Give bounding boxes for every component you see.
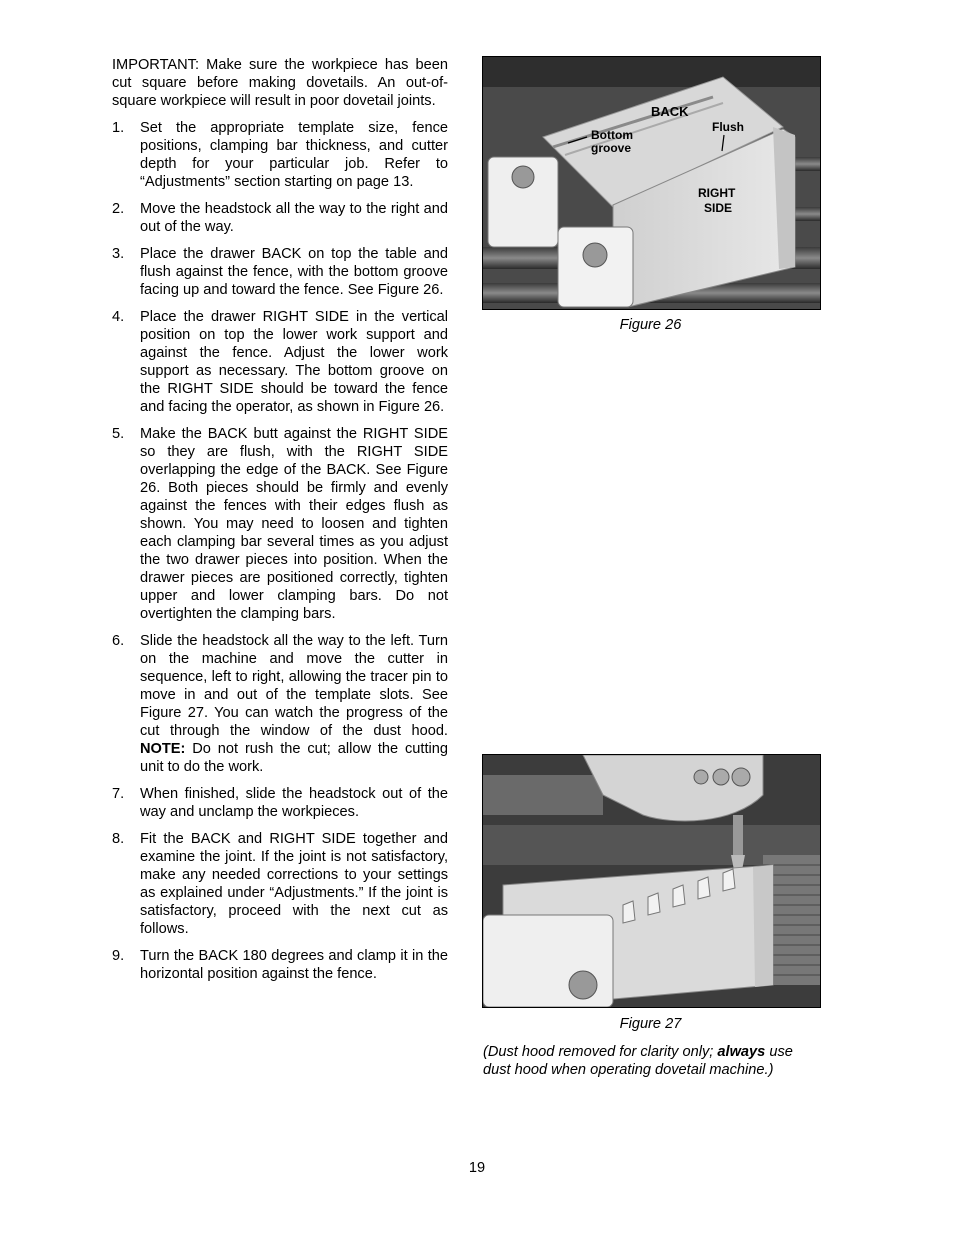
figure-26-illustration — [483, 57, 820, 309]
step-5: 5. Make the BACK butt against the RIGHT SIDE so they are flush, with the RIGHT SIDE overlapping the edge of the BACK. See Figure 26. Both pieces should be firmly and evenly against the fences with their edges flush as shown. You may need to loosen and tighten each clamping bar several times as you adjust the two drawer pieces into position. When the drawer pieces are positioned correctly, tighten upper and lower clamping bars. Do not overtighten the clamping bars. — [112, 426, 448, 622]
figure-27-caption: Figure 27 — [619, 1016, 682, 1032]
page-number: 19 — [468, 1160, 486, 1176]
step-9: 9. Turn the BACK 180 degrees and clamp it in the horizontal position against the fence. — [112, 948, 448, 982]
step-6: 6. Slide the headstock all the way to the left. Turn on the machine and move the cutter in sequence, left to right, allowing the tracer pin to move in and out of the template slots. See Figure 27. You can watch the progress of the cut through the window of the dust hood. NOTE: Do not rush the cut; allow the cutting unit to do the work. — [112, 633, 448, 775]
step-3: 3. Place the drawer BACK on top the table and flush against the fence, with the bottom groove facing up and toward the fence. See Figure 26. — [112, 246, 448, 298]
cutter-bit — [733, 815, 743, 855]
figure-27-note: (Dust hood removed for clarity only; always use dust hood when operating dovetail machine.) — [483, 1044, 793, 1078]
left-column — [112, 56, 448, 992]
figure-27-photo — [482, 754, 821, 1008]
label-bottom-groove-2: groove — [591, 141, 632, 155]
figure-26-photo — [482, 56, 821, 310]
label-flush: Flush — [712, 120, 744, 134]
figure-27-illustration — [483, 755, 820, 1007]
note-emphasis: always — [717, 1044, 766, 1060]
important-note: IMPORTANT: Make sure the workpiece has been cut square before making dovetails. An out-of-square workpiece will result in poor dovetail joints. — [112, 57, 448, 109]
step-4: 4. Place the drawer RIGHT SIDE in the vertical position on top the lower work support and against the fence. Adjust the lower work support as necessary. The bottom groove on the RIGHT SIDE should be toward the fence and facing the operator, as shown in Figure 26. — [112, 309, 448, 415]
note-label: NOTE: — [140, 741, 186, 757]
step-7: 7. When finished, slide the headstock out of the way and unclamp the workpieces. — [112, 786, 448, 820]
label-right-side-1: RIGHT — [698, 186, 736, 200]
figure-26-caption: Figure 26 — [619, 317, 682, 333]
label-right-side-2: SIDE — [704, 201, 733, 215]
label-back: BACK — [651, 104, 689, 119]
step-8: 8. Fit the BACK and RIGHT SIDE together and examine the joint. If the joint is not satisfactory, make any needed corrections to your settings as explained under “Adjustments.” If the joint is satisfactory, proceed with the next cut as follows. — [112, 831, 448, 937]
step-1: 1. Set the appropriate template size, fence positions, clamping bar thickness, and cutter depth for your particular job. Refer to “Adjustments” section starting on page 13. — [112, 120, 448, 190]
step-2: 2. Move the headstock all the way to the right and out of the way. — [112, 201, 448, 235]
label-bottom-groove-1: Bottom — [591, 128, 633, 142]
